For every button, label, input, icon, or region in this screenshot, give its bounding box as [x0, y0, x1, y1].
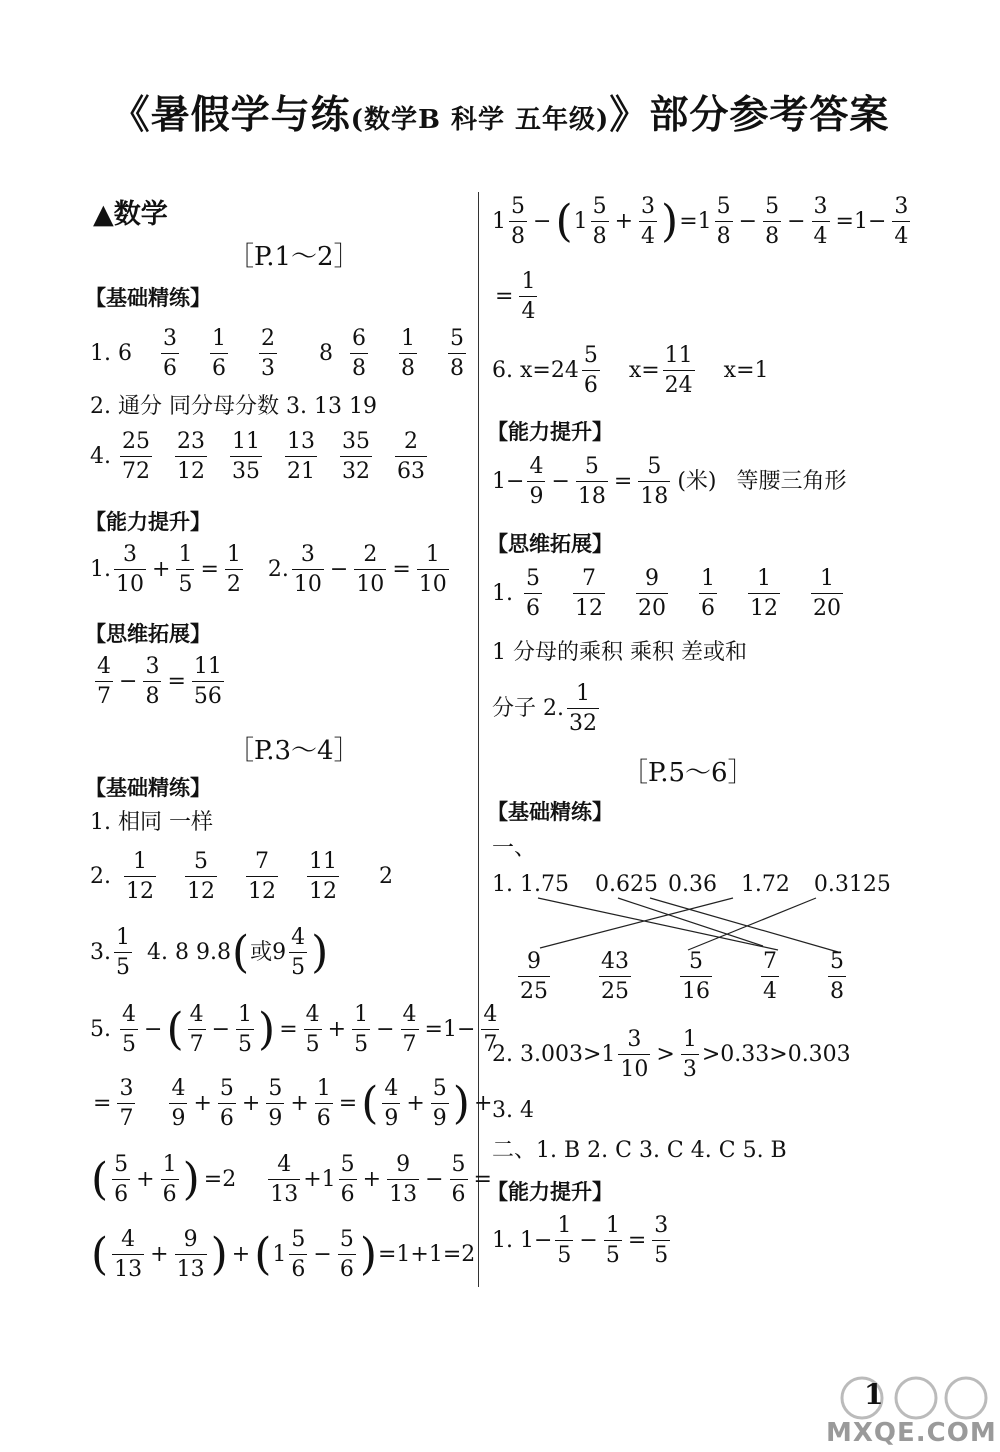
operator: =	[93, 1090, 112, 1116]
answer-text: 或9	[250, 939, 287, 965]
fraction	[259, 327, 277, 380]
answer-text: x=	[628, 357, 660, 383]
operator: +	[327, 1016, 347, 1042]
denominator: 3	[259, 353, 277, 380]
fraction: $\frac{5}{8}$	[765, 194, 780, 250]
paren-open: (	[555, 195, 573, 247]
numerator: 5	[830, 949, 844, 974]
fraction	[573, 567, 605, 620]
numerator: 1	[133, 849, 147, 874]
answer-line-ability-1	[90, 543, 452, 596]
fraction: $\frac{4}{7}$	[402, 1002, 417, 1058]
operator: +	[614, 208, 634, 234]
fraction	[285, 430, 317, 483]
fraction	[399, 327, 417, 380]
denominator: 12	[185, 876, 217, 903]
answer-line-r3	[492, 344, 769, 397]
answer-text: 等腰三角形	[736, 468, 847, 494]
answer-text: 2.	[267, 556, 289, 582]
fraction	[448, 327, 466, 380]
denominator: 32	[340, 456, 372, 483]
numerator: 1	[701, 566, 715, 591]
fraction	[811, 567, 843, 620]
fraction	[748, 567, 780, 620]
fraction: $\frac{1}{5}$	[354, 1002, 369, 1058]
answer-text: 6. x=24	[492, 357, 579, 383]
fraction: $\frac{5}{8}$	[716, 194, 731, 250]
operator: +	[193, 1090, 212, 1116]
fraction: $\frac{4}{5}$	[305, 1002, 320, 1058]
denominator: 12	[124, 876, 156, 903]
denominator: 35	[230, 456, 262, 483]
fraction-group	[347, 327, 494, 380]
fraction-group	[515, 950, 892, 1003]
operator: +	[473, 1090, 493, 1116]
fraction: $\frac{3}{5}$	[654, 1213, 669, 1269]
fraction: $\frac{4}{9}$	[529, 454, 544, 510]
fraction	[120, 430, 152, 483]
denominator: 4	[761, 976, 779, 1003]
section-basic-practice-3: 【基础精练】	[487, 800, 613, 824]
operator: +	[152, 556, 171, 582]
answer-line-r8	[492, 1028, 851, 1081]
fraction	[175, 430, 207, 483]
match-bottom-row	[515, 950, 892, 1003]
answer-text: x=1	[723, 357, 769, 383]
answer-text: 4. 8 9.8	[147, 939, 231, 965]
answer-text: 8	[318, 340, 333, 366]
numerator: 2	[260, 326, 275, 351]
match-top-item: 1. 1.75	[492, 872, 569, 897]
operator: =	[627, 1227, 647, 1253]
fraction: $\frac{1}{5}$	[238, 1002, 253, 1058]
numerator: 11	[309, 849, 337, 874]
numerator: 6	[351, 326, 366, 351]
fraction-group	[521, 567, 871, 620]
operator: =	[613, 468, 633, 494]
fraction: $\frac{5}{6}$	[340, 1152, 355, 1208]
answer-line-r5	[492, 567, 871, 620]
fraction	[230, 430, 262, 483]
denominator: 63	[395, 456, 427, 483]
numerator: 7	[255, 849, 269, 874]
numerator: 25	[122, 429, 150, 454]
denominator: 6	[524, 593, 542, 620]
operator: +	[362, 1166, 382, 1192]
fraction: $\frac{1}{2}$	[226, 542, 241, 598]
watermark-logo	[826, 1372, 996, 1448]
denominator: 25	[599, 976, 631, 1003]
fraction: $\frac{2}{10}$	[356, 542, 385, 598]
math-heading: ▲数学	[93, 199, 168, 230]
fraction: $\frac{4}{9}$	[384, 1076, 399, 1132]
paren-open: (	[254, 1228, 272, 1280]
paren-open: (	[166, 1003, 184, 1055]
fraction-group	[121, 850, 365, 903]
fraction: $\frac{9}{13}$	[176, 1227, 205, 1283]
answer-text: 1. 6	[90, 340, 132, 366]
operator: >	[656, 1041, 675, 1067]
denominator: 6	[699, 593, 717, 620]
denominator: 25	[518, 976, 550, 1003]
fraction	[124, 850, 156, 903]
answer-line-thinking-1	[92, 655, 227, 708]
fraction: $\frac{1}{6}$	[316, 1076, 331, 1132]
operator: −	[376, 1016, 395, 1042]
paren-open: (	[91, 1153, 109, 1205]
title-main-2: 》部分参考答案	[609, 92, 890, 138]
fraction: $\frac{3}{4}$	[894, 194, 909, 250]
fraction: $\frac{5}{9}$	[268, 1076, 283, 1132]
fraction: $\frac{3}{10}$	[620, 1027, 649, 1083]
paren-close: )	[311, 926, 329, 978]
answer-line-r2	[492, 270, 540, 323]
operator: −	[579, 1227, 598, 1253]
paren-close: )	[258, 1003, 276, 1055]
denominator: 16	[680, 976, 712, 1003]
fraction: $\frac{4}{9}$	[171, 1076, 186, 1132]
denominator: 6	[210, 353, 228, 380]
operator: =	[167, 668, 186, 694]
answer-line-r6: 1 分母的乘积 乘积 差或和	[492, 640, 747, 665]
answer-text: 1	[573, 208, 588, 234]
denominator: 12	[748, 593, 780, 620]
answer-text: 1.	[90, 556, 111, 582]
paren-close: )	[661, 195, 679, 247]
watermark-graphic	[826, 1372, 996, 1422]
numerator: 5	[689, 949, 703, 974]
answer-line-r9: 3. 4	[492, 1098, 534, 1123]
numerator: 1	[400, 326, 415, 351]
match-top-item: 0.3125	[813, 872, 891, 897]
watermark-text: MXQE.COM	[826, 1418, 997, 1448]
page-range-p5-6: ［P.5～6］	[622, 758, 754, 788]
answer-text: 2	[379, 863, 393, 889]
fraction	[636, 567, 668, 620]
fraction: $\frac{1}{5}$	[178, 542, 193, 598]
denominator: 6	[161, 353, 179, 380]
fraction-group	[117, 430, 447, 483]
denominator: 8	[448, 353, 466, 380]
operator: −	[787, 208, 806, 234]
answer-text: 1. 1−	[492, 1227, 553, 1253]
numerator: 1	[820, 566, 834, 591]
match-line	[650, 898, 838, 952]
fraction: $\frac{1}{6}$	[162, 1152, 177, 1208]
fraction: $\frac{5}{6}$	[339, 1227, 354, 1283]
operator: =	[200, 556, 219, 582]
fraction: $\frac{3}{7}$	[119, 1076, 134, 1132]
answer-line-2: 2. 通分 同分母分数 3. 13 19	[90, 394, 377, 419]
answer-line-r4	[492, 455, 847, 508]
operator: =	[279, 1016, 298, 1042]
match-line	[540, 898, 733, 948]
fraction: $\frac{5}{8}$	[511, 194, 525, 250]
fraction: $\frac{4}{13}$	[270, 1152, 299, 1208]
answer-text: 1.	[492, 580, 513, 606]
operator: =	[495, 283, 514, 309]
answer-line-4	[90, 430, 447, 483]
fraction: $\frac{3}{4}$	[641, 194, 656, 250]
operator: =	[473, 1166, 492, 1192]
denominator: 72	[120, 456, 152, 483]
fraction	[340, 430, 372, 483]
numerator: 5	[449, 326, 464, 351]
answer-line-b3	[90, 926, 329, 979]
fraction: $\frac{4}{7}$	[483, 1002, 498, 1058]
denominator: 12	[175, 456, 207, 483]
answer-text: 2. 3.003>1	[492, 1041, 616, 1067]
fraction: $\frac{4}{13}$	[114, 1227, 143, 1283]
answer-line-r1	[492, 195, 913, 248]
operator: =	[338, 1090, 358, 1116]
operator: −	[313, 1241, 332, 1267]
denominator: 8	[399, 353, 417, 380]
fraction: $\frac{4}{5}$	[122, 1002, 136, 1058]
answer-text: 1−	[492, 468, 525, 494]
answer-line-b5-1	[90, 1003, 502, 1056]
fraction: $\frac{4}{7}$	[97, 654, 111, 710]
numerator: 35	[342, 429, 370, 454]
fraction: $\frac{5}{18}$	[577, 454, 606, 510]
fraction: $\frac{1}{5}$	[557, 1213, 572, 1269]
page-number: 1	[864, 1378, 884, 1411]
answer-text: 1	[492, 208, 506, 234]
answer-text: 4.	[90, 443, 111, 469]
fraction: $\frac{11}{56}$	[193, 654, 222, 710]
section-thinking-1: 【思维拓展】	[85, 622, 211, 646]
answer-text: 分子 2.	[492, 695, 564, 721]
operator: +	[290, 1090, 309, 1116]
numerator: 9	[527, 949, 541, 974]
fraction: $\frac{1}{5}$	[116, 925, 130, 981]
fraction: $\frac{3}{10}$	[116, 542, 144, 598]
operator: +	[231, 1241, 251, 1267]
fraction: $\frac{9}{13}$	[389, 1152, 418, 1208]
fraction	[680, 950, 712, 1003]
fraction	[699, 567, 717, 620]
section-basic-practice-2: 【基础精练】	[85, 776, 211, 800]
fraction	[350, 327, 368, 380]
fraction	[185, 850, 217, 903]
fraction: $\frac{5}{18}$	[640, 454, 669, 510]
fraction	[210, 327, 228, 380]
paren-close: )	[359, 1228, 377, 1280]
operator: −	[551, 468, 570, 494]
denominator: 21	[285, 456, 317, 483]
operator: =1−	[835, 208, 887, 234]
paren-close: )	[182, 1153, 200, 1205]
answer-text: 5.	[90, 1016, 111, 1042]
fraction: $\frac{1}{10}$	[418, 542, 447, 598]
denominator: 12	[573, 593, 605, 620]
fraction: $\frac{3}{8}$	[145, 654, 160, 710]
fraction: $\frac{1}{3}$	[682, 1027, 697, 1083]
numerator: 23	[177, 429, 205, 454]
denominator: 12	[246, 876, 278, 903]
numerator: 11	[232, 429, 260, 454]
numerator: 1	[211, 326, 226, 351]
answer-text: +1	[303, 1166, 336, 1192]
paren-open: (	[231, 926, 250, 978]
numerator: 5	[194, 849, 208, 874]
paren-close: )	[452, 1077, 470, 1129]
answer-text: 3.	[90, 939, 111, 965]
match-top-item: 1.72	[740, 872, 790, 897]
operator: −	[119, 668, 138, 694]
answer-text: =1	[679, 208, 712, 234]
answer-line-r11	[492, 1214, 673, 1267]
numerator: 2	[404, 429, 418, 454]
fraction	[307, 850, 339, 903]
operator: =2	[203, 1166, 237, 1192]
match-top-item: 0.36	[667, 872, 717, 897]
numerator: 7	[763, 949, 777, 974]
answer-line-r7	[492, 682, 602, 735]
fraction: $\frac{11}{24}$	[664, 343, 693, 399]
fraction	[246, 850, 278, 903]
paren-close: )	[210, 1228, 228, 1280]
operator: −	[533, 208, 552, 234]
section-ability-1: 【能力提升】	[85, 510, 211, 534]
fraction	[395, 430, 427, 483]
denominator: 12	[307, 876, 339, 903]
fraction: $\frac{1}{32}$	[568, 681, 597, 737]
fraction	[599, 950, 631, 1003]
fraction	[161, 327, 179, 380]
answer-line-b5-4	[90, 1228, 475, 1281]
operator: −	[144, 1016, 163, 1042]
answer-line-b5-2	[90, 1077, 495, 1130]
fraction: $\frac{4}{5}$	[291, 925, 306, 981]
fraction: $\frac{1}{4}$	[521, 269, 536, 325]
fraction	[518, 950, 550, 1003]
operator: +	[136, 1166, 155, 1192]
title-subtitle: (数学B 科学 五年级)	[350, 105, 610, 135]
operator: =	[392, 556, 411, 582]
fraction	[524, 567, 542, 620]
numerator: 43	[601, 949, 629, 974]
numerator: 1	[757, 566, 771, 591]
operator: −	[425, 1166, 444, 1192]
fraction-group	[158, 327, 305, 380]
fraction: $\frac{3}{10}$	[293, 542, 322, 598]
fraction: $\frac{4}{7}$	[189, 1002, 204, 1058]
numerator: 7	[582, 566, 596, 591]
answer-line-yi: 一、	[492, 836, 537, 861]
section-ability-3: 【能力提升】	[487, 1180, 613, 1204]
answer-text: 1	[272, 1241, 287, 1267]
answer-line-b2	[90, 850, 393, 903]
operator: −	[738, 208, 758, 234]
fraction: $\frac{5}{8}$	[592, 194, 607, 250]
operator: +	[150, 1241, 169, 1267]
fraction: $\frac{5}{9}$	[432, 1076, 447, 1132]
numerator: 13	[287, 429, 315, 454]
denominator: 8	[828, 976, 846, 1003]
numerator: 9	[645, 566, 659, 591]
operator: =1−	[424, 1016, 476, 1042]
operator: −	[211, 1016, 231, 1042]
fraction: $\frac{5}{6}$	[451, 1152, 466, 1208]
operator: +	[406, 1090, 425, 1116]
paren-open: (	[91, 1228, 109, 1280]
fraction: $\frac{5}{6}$	[583, 343, 598, 399]
page-range-p3-4: ［P.3～4］	[228, 736, 360, 766]
operator: +	[241, 1090, 261, 1116]
fraction: $\frac{5}{6}$	[291, 1227, 306, 1283]
operator: −	[329, 556, 349, 582]
page-range-p1-2: ［P.1～2］	[228, 242, 360, 272]
answer-text: >0.33>0.303	[701, 1041, 851, 1067]
answer-text: 2.	[90, 863, 111, 889]
denominator: 8	[350, 353, 368, 380]
section-thinking-2: 【思维拓展】	[487, 532, 613, 556]
denominator: 20	[636, 593, 668, 620]
fraction	[828, 950, 846, 1003]
answer-text: =1+1=2	[378, 1241, 476, 1267]
title-main-1: 《暑假学与练	[110, 92, 351, 138]
page-title	[0, 84, 1000, 140]
fraction	[761, 950, 779, 1003]
fraction: $\frac{5}{6}$	[114, 1152, 129, 1208]
section-ability-2: 【能力提升】	[487, 420, 613, 444]
answer-line-r10: 二、1. B 2. C 3. C 4. C 5. B	[492, 1138, 787, 1163]
fraction: $\frac{5}{6}$	[219, 1076, 234, 1132]
answer-line-1	[90, 327, 494, 380]
numerator: 3	[162, 326, 177, 351]
match-top-item: 0.625	[594, 872, 658, 897]
paren-open: (	[361, 1077, 379, 1129]
fraction: $\frac{3}{4}$	[813, 194, 828, 250]
fraction: $\frac{1}{5}$	[605, 1213, 620, 1269]
denominator: 20	[811, 593, 843, 620]
answer-line-b5-3	[90, 1153, 495, 1206]
answer-line-b1: 1. 相同 一样	[90, 810, 213, 835]
numerator: 5	[526, 566, 540, 591]
section-basic-practice-1: 【基础精练】	[85, 286, 211, 310]
answer-text: (米)	[677, 468, 717, 494]
